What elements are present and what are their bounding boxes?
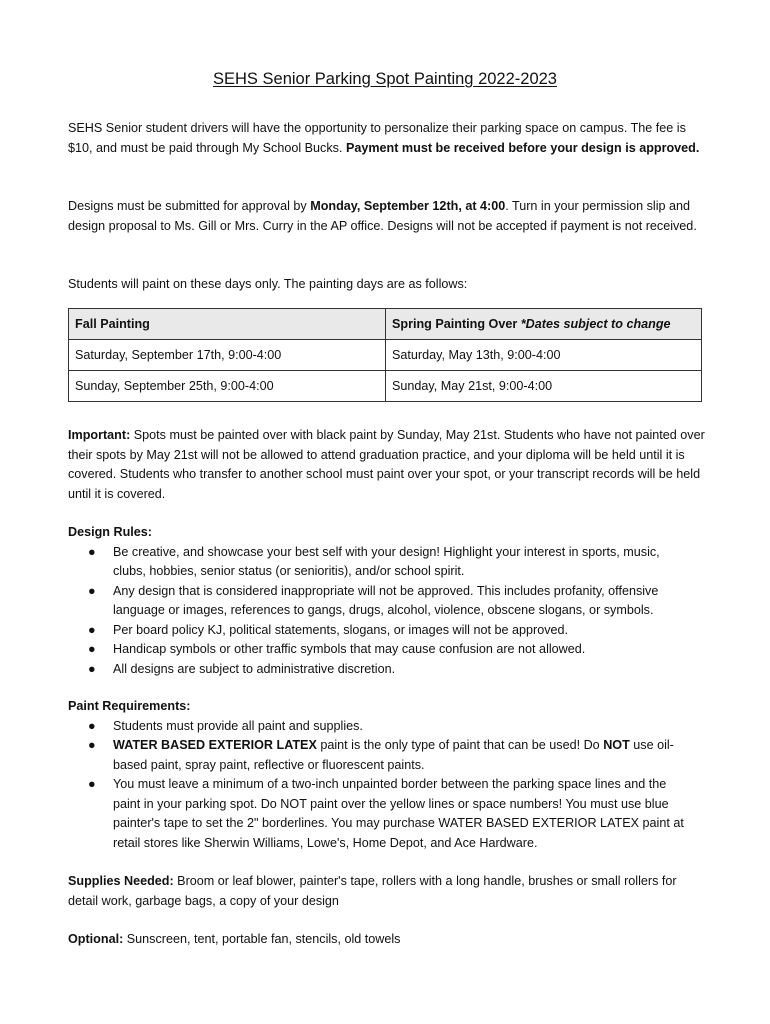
painting-days-table [68, 308, 702, 402]
list-item [68, 660, 693, 680]
submission-deadline: Monday, September 12th, at 4:00 [310, 199, 506, 213]
submission-paragraph [68, 197, 708, 236]
list-item [68, 621, 693, 641]
design-rules-heading: Design Rules: [68, 525, 152, 539]
important-text: Spots must be painted over with black paint by Sunday, May 21st. Students who have not painted over their spots by May 21st will not be allowed to attend graduation practice, and your diploma will be held until it is covered. Students who transfer to another school must paint over your spot, or your transcript records will be held until it is covered. [68, 428, 705, 501]
design-rules-section [68, 523, 708, 679]
list-item-text: You must leave a minimum of a two-inch unpainted border between the parking space lines and the paint in your parking spot. Do NOT paint over the yellow lines or space numbers! You must use blue painter's tape to set the 2" borderlines. You may purchase WATER BASED EXTERIOR LATEX paint at retail stores like Sherwin Williams, Lowe's, Home Depot, and Ace Hardware. [113, 777, 684, 850]
paint-type-bold: WATER BASED EXTERIOR LATEX [113, 738, 317, 752]
table-row [69, 340, 702, 371]
paint-requirements-list [68, 717, 708, 854]
important-label: Important: [68, 428, 131, 442]
intro-paragraph [68, 119, 708, 158]
paint-requirements-section [68, 697, 708, 853]
bullet-icon: ● [88, 622, 96, 637]
list-item [68, 775, 693, 853]
optional-text: Sunscreen, tent, portable fan, stencils, old towels [123, 932, 401, 946]
header-spring-note: *Dates subject to change [520, 317, 671, 331]
list-item-text: paint is the only type of paint that can be used! Do [316, 738, 604, 752]
submission-text-2: . Turn in your permission slip and design proposal to Ms. Gill or Mrs. Curry in the AP office. Designs will not be accepted if payment is not received. [68, 199, 697, 233]
list-item [68, 543, 693, 582]
spring-date-cell: Saturday, May 13th, 9:00-4:00 [386, 340, 702, 371]
list-item [68, 717, 693, 737]
optional-paragraph [68, 930, 708, 950]
bullet-icon: ● [88, 544, 96, 559]
list-item [68, 582, 693, 621]
list-item-text: All designs are subject to administrative discretion. [113, 661, 396, 676]
table-row [69, 371, 702, 402]
supplies-paragraph [68, 872, 708, 911]
intro-text: SEHS Senior student drivers will have the opportunity to personalize their parking space on campus. The fee is $10, and must be paid through My School Bucks. [68, 121, 686, 155]
supplies-label: Supplies Needed: [68, 874, 174, 888]
fall-date-cell: Saturday, September 17th, 9:00-4:00 [69, 340, 386, 371]
header-spring-label: Spring Painting Over [392, 317, 521, 331]
submission-text-1: Designs must be submitted for approval by [68, 199, 311, 213]
not-bold: NOT [603, 738, 630, 752]
painting-days-intro: Students will paint on these days only. The painting days are as follows: [68, 277, 468, 291]
design-rules-list [68, 543, 708, 680]
bullet-icon: ● [88, 661, 96, 676]
list-item-text: Students must provide all paint and supplies. [113, 718, 363, 733]
list-item-text: Any design that is considered inappropriate will not be approved. This includes profanity, offensive language or images, references to gangs, drugs, alcohol, violence, obscene slogans, or symbols. [113, 583, 659, 617]
list-item-text: Handicap symbols or other traffic symbols that may cause confusion are not allowed. [113, 642, 586, 656]
fall-date-cell: Sunday, September 25th, 9:00-4:00 [69, 371, 386, 402]
list-item-text: use oil-based paint, spray paint, reflective or fluorescent paints. [113, 738, 674, 772]
bullet-icon: ● [88, 642, 96, 656]
header-spring-painting [386, 309, 702, 340]
bullet-icon: ● [88, 718, 96, 733]
header-fall-painting: Fall Painting [69, 309, 386, 340]
list-item [68, 640, 693, 660]
paint-requirements-heading: Paint Requirements: [68, 699, 191, 713]
list-item-text: Per board policy KJ, political statements, slogans, or images will not be approved. [113, 622, 569, 637]
page-title: SEHS Senior Parking Spot Painting 2022-2023 [213, 70, 557, 88]
bullet-icon: ● [88, 583, 96, 598]
spring-date-cell: Sunday, May 21st, 9:00-4:00 [386, 371, 702, 402]
list-item-text: Be creative, and showcase your best self with your design! Highlight your interest in sports, music, clubs, hobbies, senior status (or senioritis), and/or school spirit. [113, 544, 660, 578]
intro-payment-note: Payment must be received before your design is approved. [345, 140, 700, 155]
list-item [68, 736, 693, 775]
table-header-row [69, 309, 702, 340]
supplies-text: Broom or leaf blower, painter's tape, rollers with a long handle, brushes or small rollers for detail work, garbage bags, a copy of your design [68, 874, 677, 908]
optional-label: Optional: [68, 932, 124, 946]
bullet-icon: ● [88, 777, 96, 791]
important-paragraph [68, 426, 708, 504]
bullet-icon: ● [88, 738, 96, 752]
